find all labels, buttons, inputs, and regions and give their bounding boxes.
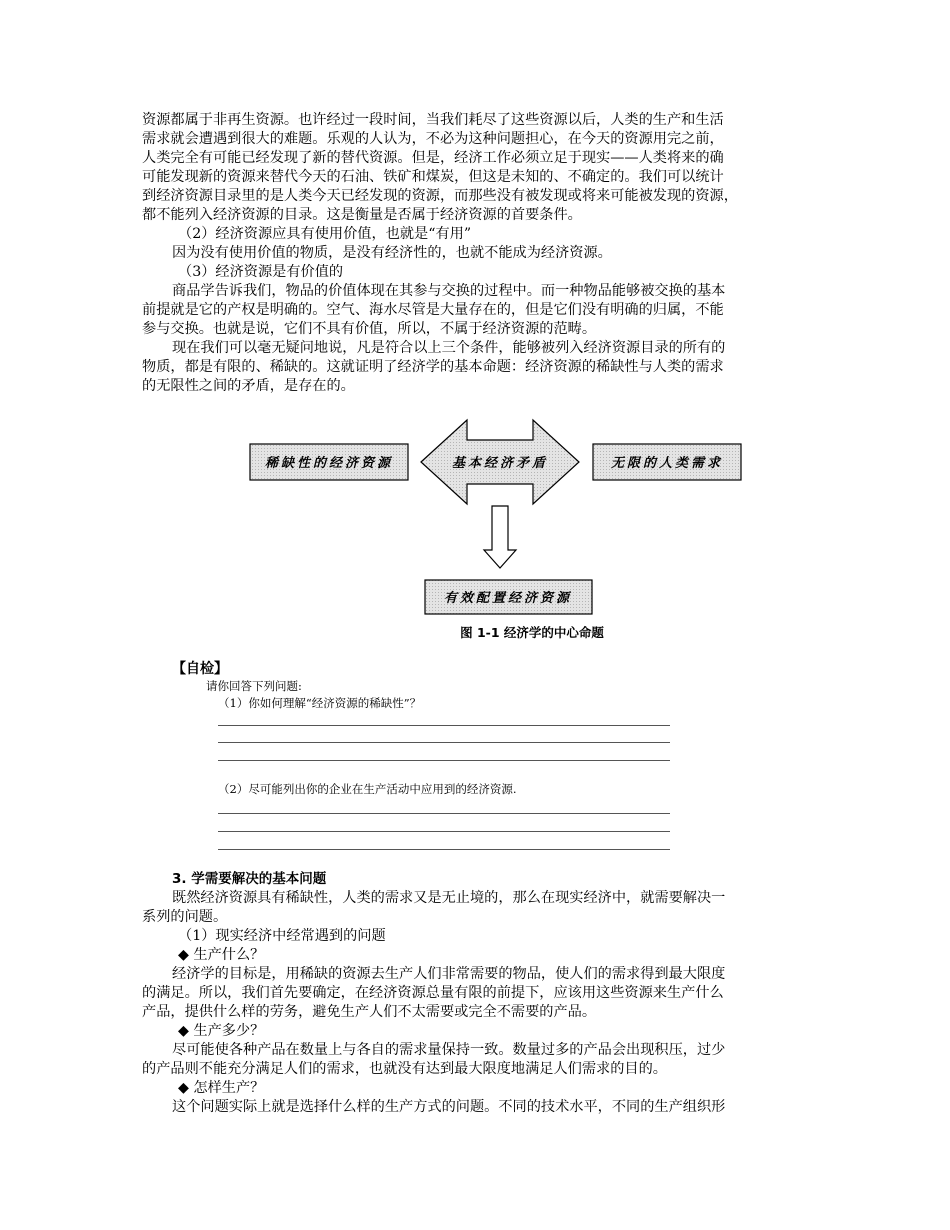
text-line: 商品学告诉我们，物品的价值体现在其参与交换的过程中。而一种物品能够被交换的基本 [172, 283, 726, 299]
text-line: 前提就是它的产权是明确的。空气、海水尽管是大量存在的，但是它们没有明确的归属，不能 [142, 302, 724, 318]
subsection-title: （1）现实经济中经常遇到的问题 [178, 928, 386, 944]
text-line: 资源都属于非再生资源。也许经过一段时间，当我们耗尽了这些资源以后，人类的生产和生活 [142, 112, 724, 128]
text-line: 既然经济资源具有稀缺性，人类的需求又是无止境的，那么在现实经济中，就需要解决一 [172, 890, 726, 906]
question-1: （1）你如何理解“经济资源的稀缺性”？ [218, 696, 422, 710]
basic-contradiction-label: 基本经济矛盾 [451, 456, 549, 471]
selfcheck-title: 【自检】 [172, 661, 228, 677]
selfcheck-prompt: 请你回答下列问题: [206, 679, 302, 693]
answer-line[interactable] [218, 831, 670, 832]
central-proposition-diagram [0, 400, 950, 660]
efficient-allocation-box [425, 580, 592, 614]
figure-caption: 图 1-1 经济学的中心命题 [460, 625, 604, 640]
text-line: 的产品则不能充分满足人们的需求，也就没有达到最大限度地满足人们需求的目的。 [142, 1061, 667, 1077]
text-line: 都不能列入经济资源的目录。这是衡量是否属于经济资源的首要条件。 [142, 207, 582, 223]
text-line: 这个问题实际上就是选择什么样的生产方式的问题。不同的技术水平，不同的生产组织形 [172, 1099, 726, 1115]
text-line: 的无限性之间的矛盾，是存在的。 [142, 378, 355, 394]
section-heading: 3. 学需要解决的基本问题 [172, 871, 327, 887]
text-line: 需求就会遭遇到很大的难题。乐观的人认为，不必为这种问题担心，在今天的资源用完之前， [142, 131, 724, 147]
efficient-allocation-label: 有效配置经济资源 [443, 591, 573, 606]
text-line: 可能发现新的资源来替代今天的石油、铁矿和煤炭，但这是未知的、不确定的。我们可以统计 [142, 169, 724, 185]
text-line: 尽可能使各种产品在数量上与各自的需求量保持一致。数量过多的产品会出现积压，过少 [172, 1042, 726, 1058]
unlimited-needs-box [593, 444, 741, 480]
bullet-what: ◆ 生产什么？ [178, 947, 265, 963]
text-line: 系列的问题。 [142, 909, 228, 925]
item-2-title: （2）经济资源应具有使用价值，也就是“有用” [178, 226, 472, 242]
scarce-resources-box [250, 444, 408, 480]
text-line: 人类完全有可能已经发现了新的替代资源。但是，经济工作必须立足于现实——人类将来的确 [142, 150, 724, 166]
item-3-title: （3）经济资源是有价值的 [178, 264, 344, 280]
down-arrow-icon [484, 506, 516, 568]
question-2: （2）尽可能列出你的企业在生产活动中应用到的经济资源. [218, 782, 517, 796]
basic-contradiction-arrow [421, 420, 579, 504]
answer-line[interactable] [218, 742, 670, 743]
bullet-how: ◆ 怎样生产？ [178, 1080, 265, 1096]
answer-line[interactable] [218, 725, 670, 726]
answer-line[interactable] [218, 813, 670, 814]
item-2-text: 因为没有使用价值的物质，是没有经济性的，也就不能成为经济资源。 [172, 245, 612, 261]
unlimited-needs-label: 无限的人类需求 [610, 456, 724, 471]
text-line: 经济学的目标是，用稀缺的资源去生产人们非常需要的物品，使人们的需求得到最大限度 [172, 966, 726, 982]
text-line: 物质，都是有限的、稀缺的。这就证明了经济学的基本命题：经济资源的稀缺性与人类的需求 [142, 359, 724, 375]
scarce-resources-label: 稀缺性的经济资源 [264, 456, 394, 471]
bullet-how-much: ◆ 生产多少？ [178, 1023, 265, 1039]
text-line: 参与交换。也就是说，它们不具有价值，所以，不属于经济资源的范畴。 [142, 321, 597, 337]
answer-line[interactable] [218, 760, 670, 761]
text-line: 产品，提供什么样的劳务，避免生产人们不太需要或完全不需要的产品。 [142, 1004, 597, 1020]
answer-line[interactable] [218, 849, 670, 850]
text-line: 现在我们可以毫无疑问地说，凡是符合以上三个条件，能够被列入经济资源目录的所有的 [172, 340, 726, 356]
text-line: 到经济资源目录里的是人类今天已经发现的资源，而那些没有被发现或将来可能被发现的资源， [142, 188, 738, 204]
text-line: 的满足。所以，我们首先要确定，在经济资源总量有限的前提下，应该用这些资源来生产什么 [142, 985, 724, 1001]
